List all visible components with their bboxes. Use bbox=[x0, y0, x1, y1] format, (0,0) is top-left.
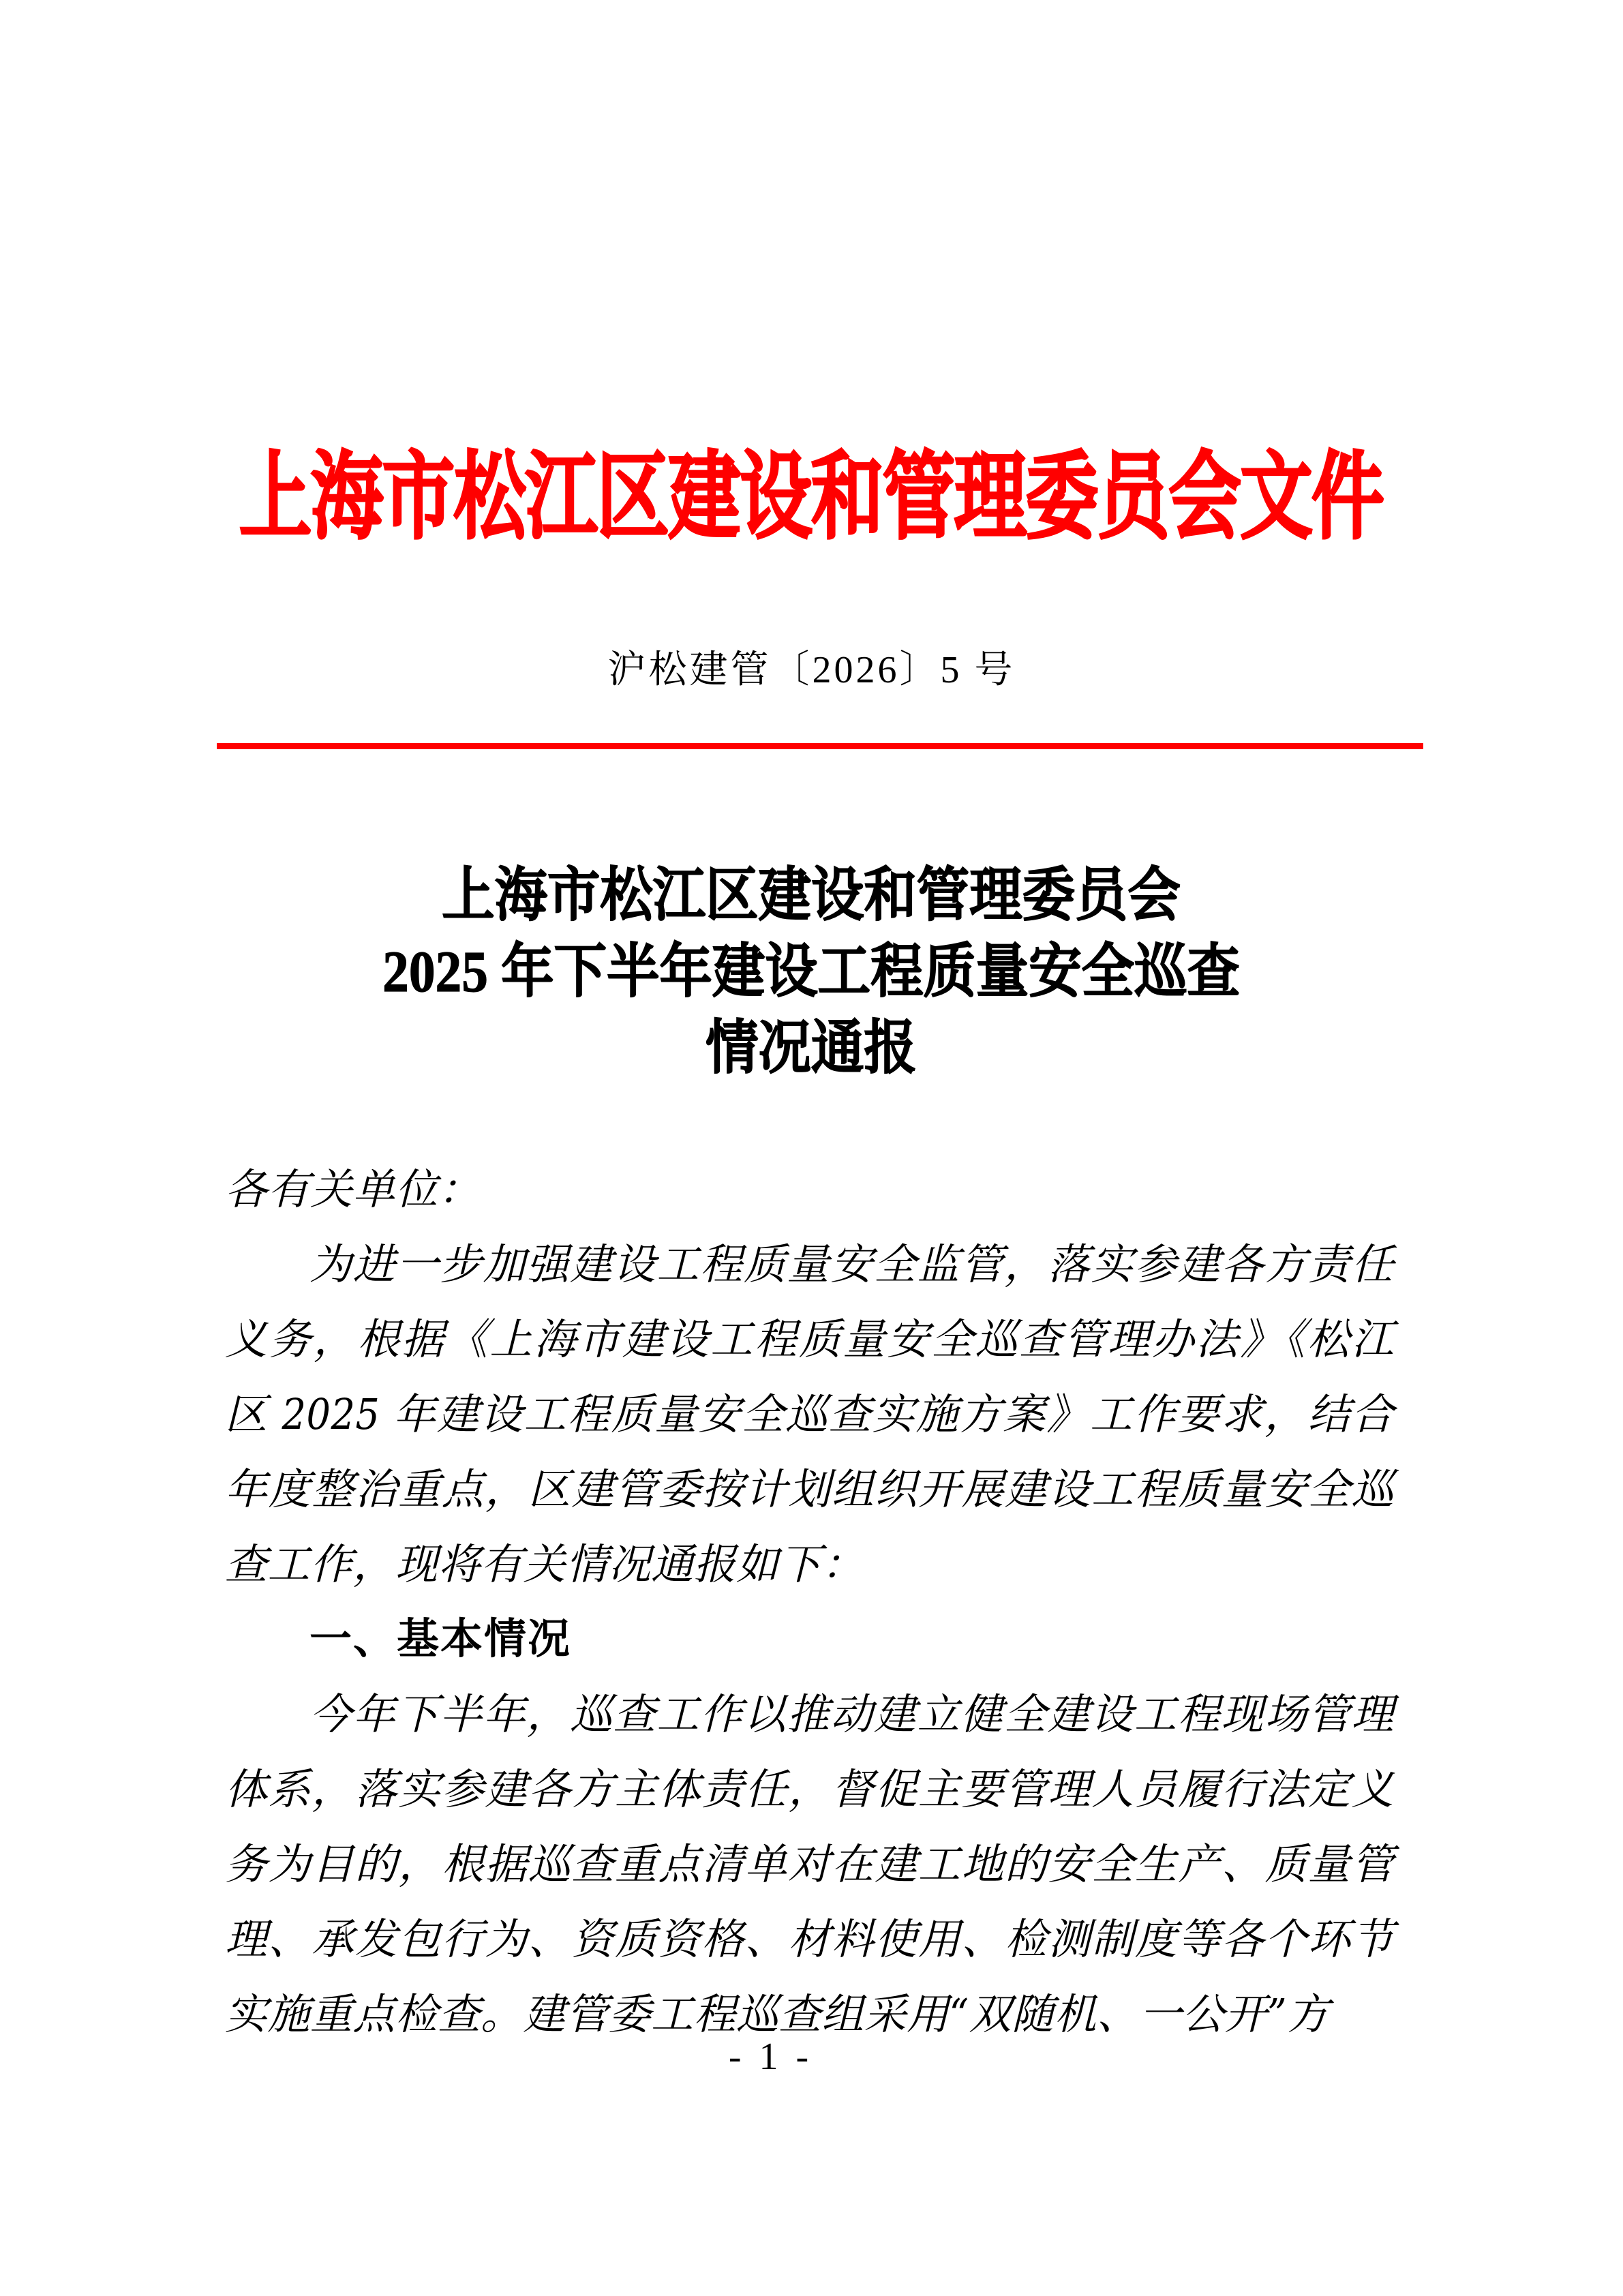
salutation: 各有关单位： bbox=[225, 1164, 481, 1214]
page-title-line-2: 2025 年下半年建设工程质量安全巡查 bbox=[382, 938, 1240, 1004]
page-title bbox=[164, 858, 1459, 1086]
masthead-title: 上海市松江区建设和管理委员会文件 bbox=[239, 445, 1384, 551]
page-number: - 1 - bbox=[728, 2036, 813, 2078]
red-separator-rule bbox=[217, 743, 1423, 749]
document-body bbox=[225, 1152, 1394, 2052]
document-number-text: 沪松建管〔2026〕5 号 bbox=[607, 649, 1016, 691]
page-title-line-3: 情况通报 bbox=[706, 1014, 917, 1081]
page-title-line-1: 上海市松江区建设和管理委员会 bbox=[442, 862, 1181, 928]
section-heading-1: 一、基本情况 bbox=[309, 1616, 572, 1663]
body-paragraph-2: 今年下半年，巡查工作以推动建立健全建设工程现场管理体系，落实参建各方主体责任，督促主要管理人员履行法定义务为目的，根据巡查重点清单对在建工地的安全生产、质量管理、承发包行为、资质资格、材料使用、检测制度等各个环节实施重点检查。建管委工程巡查组采用“双随机、一公开”方 bbox=[225, 1689, 1394, 2039]
masthead bbox=[0, 442, 1623, 554]
body-paragraph-1: 为进一步加强建设工程质量安全监管，落实参建各方责任义务，根据《上海市建设工程质量安全巡查管理办法》《松江区 2025 年建设工程质量安全巡查实施方案》工作要求，结合年度整治重点，区建管委按计划组织开展建设工程质量安全巡查工作，现将有关情况通报如下： bbox=[225, 1239, 1394, 1589]
document-number bbox=[0, 646, 1623, 694]
